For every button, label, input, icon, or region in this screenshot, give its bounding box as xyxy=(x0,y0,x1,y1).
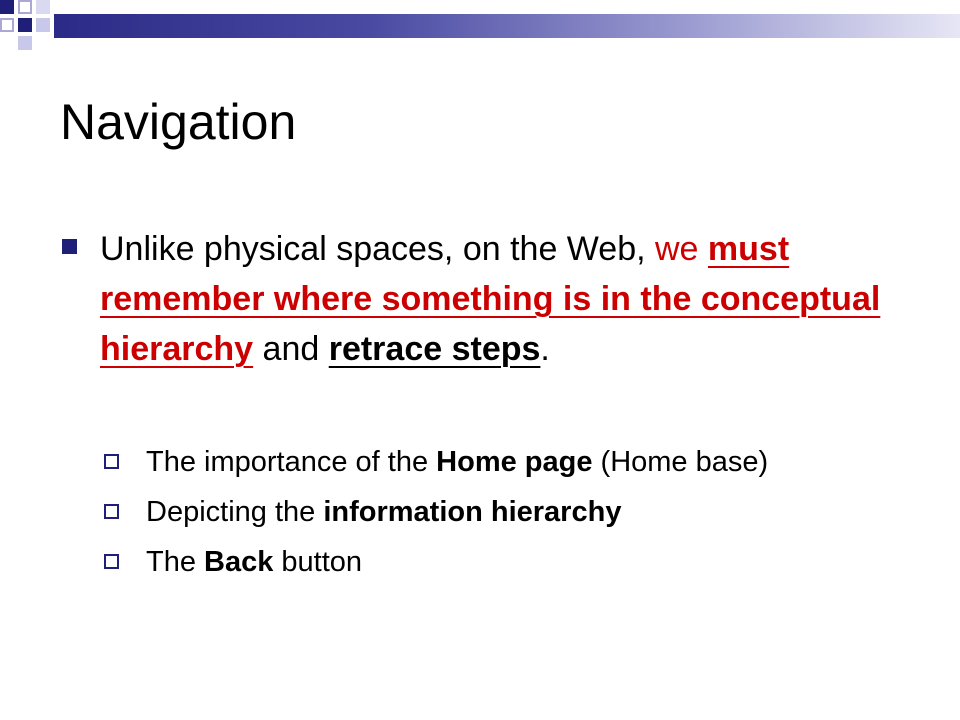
underlined-phrase: retrace steps xyxy=(328,330,541,368)
gradient-bar xyxy=(54,14,960,38)
text-segment: and xyxy=(253,330,329,368)
square-bullet-icon xyxy=(62,239,77,254)
decor-square xyxy=(18,0,32,14)
red-underlined-phrase: must remember where something is in the conceptual hierarchy xyxy=(100,230,881,368)
decor-square xyxy=(36,18,50,32)
text-segment: (Home base) xyxy=(592,446,769,478)
text-segment: . xyxy=(540,330,550,368)
decor-square xyxy=(18,36,32,50)
sub-bullet-text xyxy=(146,490,621,534)
text-segment: Unlike physical spaces, on the Web, xyxy=(100,230,655,268)
bold-term: information hierarchy xyxy=(323,496,622,528)
bold-term: Back xyxy=(204,546,274,578)
text-segment: The importance of the xyxy=(146,446,437,478)
hollow-square-bullet-icon xyxy=(104,554,119,569)
decor-square xyxy=(18,18,32,32)
text-space xyxy=(698,230,707,268)
main-bullet-text xyxy=(100,224,960,374)
hollow-square-bullet-icon xyxy=(104,454,119,469)
hollow-square-bullet-icon xyxy=(104,504,119,519)
sub-bullet-text xyxy=(146,440,768,484)
text-segment: button xyxy=(273,546,363,578)
text-segment: The xyxy=(146,546,205,578)
decor-square xyxy=(0,0,14,14)
bold-term: Home page xyxy=(436,446,593,478)
slide-title: Navigation xyxy=(60,94,297,150)
sub-bullet-text xyxy=(146,540,362,584)
header-banner xyxy=(0,0,960,60)
red-text-segment: we xyxy=(655,230,699,268)
decor-square xyxy=(36,0,50,14)
text-segment: Depicting the xyxy=(146,496,324,528)
decor-square xyxy=(0,18,14,32)
